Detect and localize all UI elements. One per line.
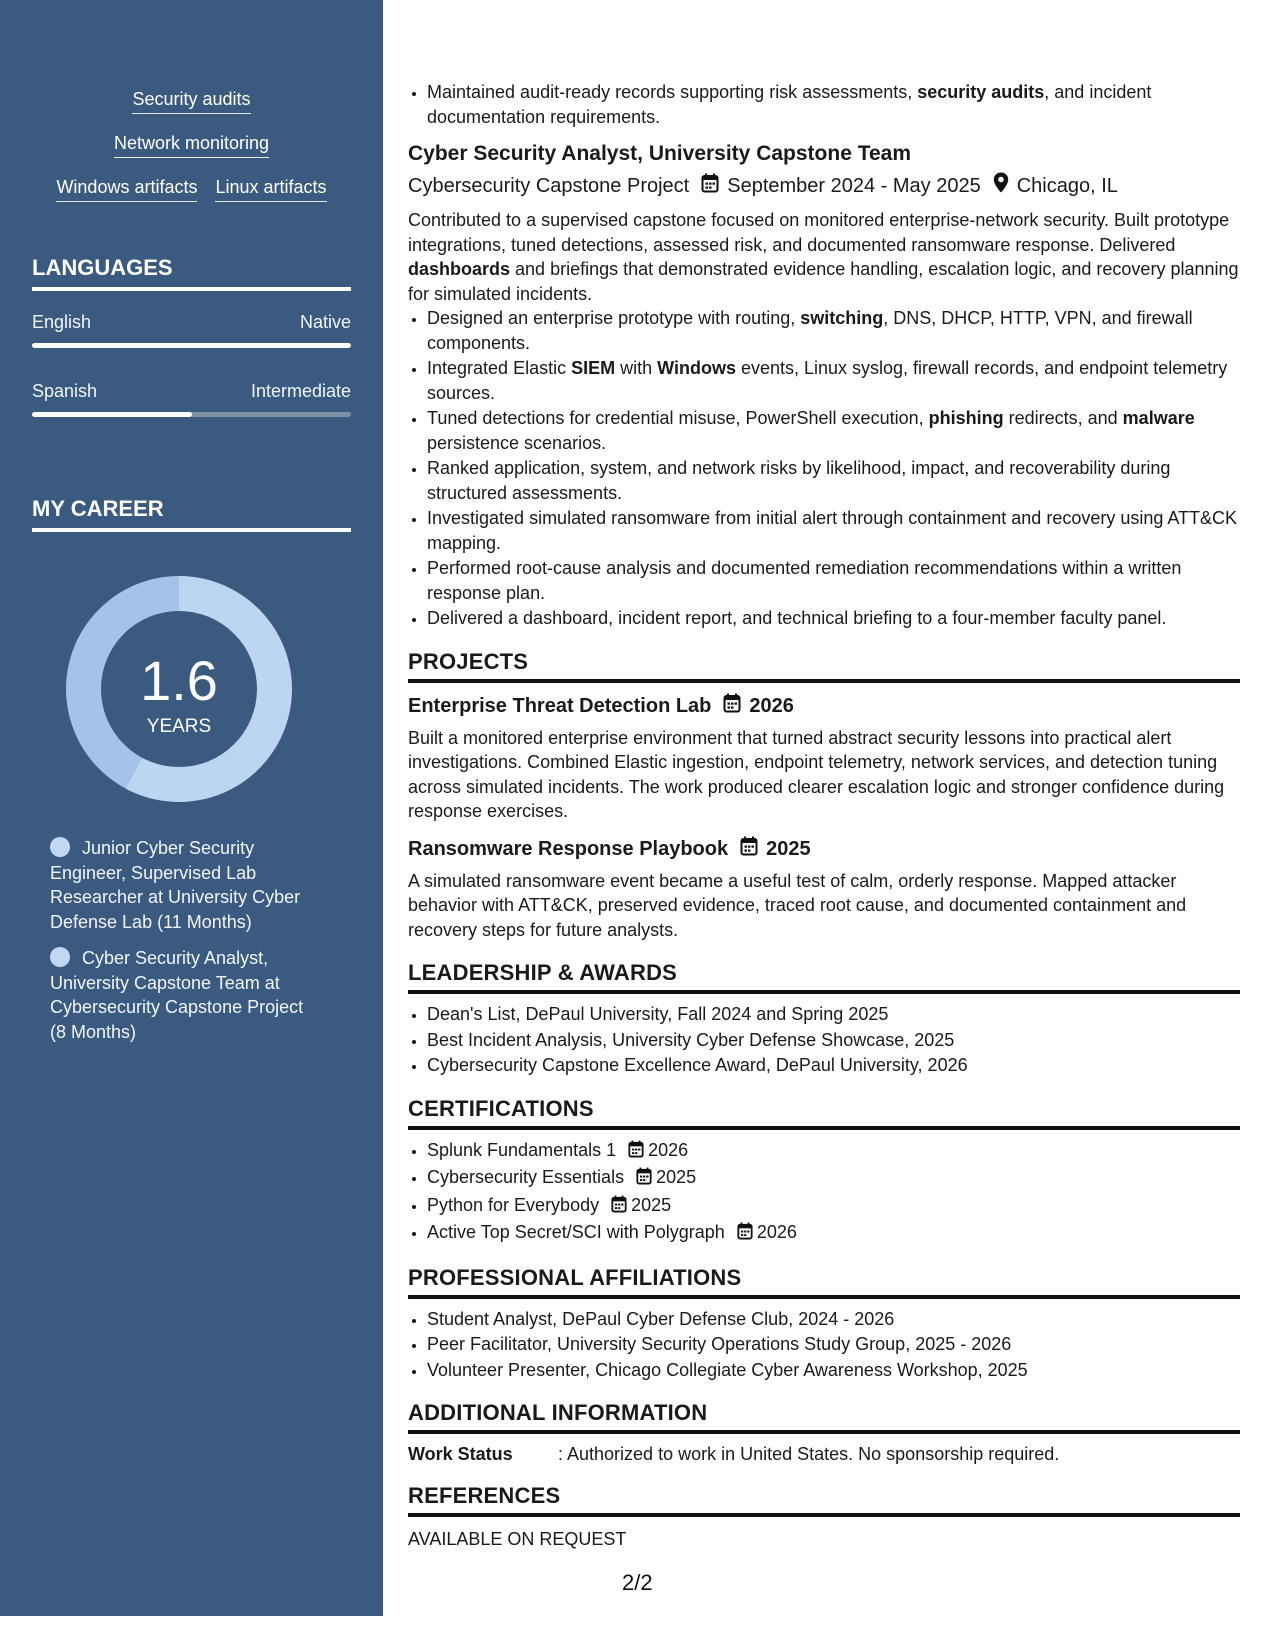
leadership-item: • Dean's List, DePaul University, Fall 2024 and Spring 2025 [427, 1002, 1240, 1027]
leadership-list [408, 1002, 1240, 1078]
leadership-item: • Best Incident Analysis, University Cyber Defense Showcase, 2025 [427, 1028, 1240, 1053]
leadership-heading: LEADERSHIP & AWARDS [408, 960, 1240, 994]
calendar-icon [636, 1167, 652, 1192]
references-text: AVAILABLE ON REQUEST [408, 1529, 627, 1549]
calendar-icon [737, 1222, 753, 1247]
career-total-unit: YEARS [146, 716, 212, 737]
certification-item [427, 1193, 1240, 1220]
career-list [50, 836, 320, 1056]
calendar-icon [611, 1195, 627, 1220]
language-english [32, 312, 351, 348]
bullet-item: • Integrated Elastic SIEM with Windows events, Linux syslog, firewall records, and endpoint telemetry sources. [427, 356, 1240, 405]
calendar-icon [740, 836, 758, 863]
project-year: 2025 [766, 838, 811, 860]
page-number: 2/2 [622, 1570, 653, 1595]
main-content [408, 80, 1240, 1552]
certification-year: 2026 [756, 1222, 797, 1242]
certifications-heading: CERTIFICATIONS [408, 1096, 1240, 1130]
certification-year: 2025 [631, 1194, 672, 1215]
job-location: Chicago, IL [1016, 175, 1118, 197]
project-title: Enterprise Threat Detection Lab 2026 [408, 693, 1240, 720]
skill-tag: Network monitoring [114, 132, 269, 158]
project-description: A simulated ransomware event became a useful test of calm, orderly response. Mapped attacker behavior with ATT&CK, preserved evidence, traced root cause, and documented containment and recovery steps for future analysts. [408, 870, 1187, 940]
certification-item [427, 1220, 1240, 1247]
career-item: Junior Cyber Security Engineer, Supervised Lab Researcher at University Cyber Defense Lab (11 Months) [50, 838, 301, 932]
job-organization: Cybersecurity Capstone Project [408, 175, 690, 197]
affiliations-heading: PROFESSIONAL AFFILIATIONS [408, 1265, 1240, 1299]
language-level: Intermediate [250, 381, 351, 401]
certification-item [427, 1138, 1240, 1165]
skill-tag: Linux artifacts [215, 176, 326, 202]
calendar-icon [723, 693, 741, 720]
career-bullet-dot [50, 947, 70, 967]
language-bar [32, 412, 351, 417]
career-heading: MY CAREER [32, 496, 351, 532]
work-status-value: : Authorized to work in United States. No sponsorship required. [558, 1444, 1060, 1464]
affiliations-list [408, 1307, 1240, 1383]
leadership-item: • Cybersecurity Capstone Excellence Award, DePaul University, 2026 [427, 1053, 1240, 1078]
skill-tag: Windows artifacts [56, 176, 197, 202]
languages-heading: LANGUAGES [32, 255, 351, 291]
affiliation-item: • Student Analyst, DePaul Cyber Defense Club, 2024 - 2026 [427, 1307, 1240, 1332]
bullet-item: • Ranked application, system, and network risks by likelihood, impact, and recoverability during structured assessments. [427, 456, 1240, 505]
references-heading: REFERENCES [408, 1483, 1240, 1517]
certification-name: Splunk Fundamentals 1 [427, 1139, 617, 1160]
bullet-item: • Tuned detections for credential misuse, PowerShell execution, phishing redirects, and malware persistence scenarios. [427, 406, 1240, 455]
bullet-item: • Delivered a dashboard, incident report, and technical briefing to a four-member faculty panel. [427, 606, 1240, 631]
skill-row [0, 176, 383, 202]
work-status-label: Work Status [408, 1444, 513, 1464]
affiliation-item: • Volunteer Presenter, Chicago Collegiate Cyber Awareness Workshop, 2025 [427, 1358, 1240, 1383]
certifications-list [408, 1138, 1240, 1247]
skill-tag: Security audits [132, 88, 250, 114]
language-spanish [32, 381, 351, 417]
job-dates: September 2024 - May 2025 [727, 175, 981, 197]
career-bullet-dot [50, 837, 70, 857]
skill-row [0, 88, 383, 114]
career-item: Cyber Security Analyst, University Capstone Team at Cybersecurity Capstone Project (8 Months) [50, 948, 304, 1042]
certification-item [427, 1165, 1240, 1192]
language-name: English [32, 312, 92, 332]
bullet-item: • Investigated simulated ransomware from initial alert through containment and recovery using ATT&CK mapping. [427, 506, 1240, 555]
project-title: Ransomware Response Playbook 2025 [408, 836, 1240, 863]
bullet-item: • Designed an enterprise prototype with routing, switching, DNS, DHCP, HTTP, VPN, and firewall components. [427, 306, 1240, 355]
skills-list [0, 88, 383, 220]
sidebar [0, 0, 383, 1616]
job-meta [408, 172, 1240, 200]
certification-name: Python for Everybody [427, 1194, 600, 1215]
career-total-value: 1.6 [140, 649, 218, 712]
projects-heading: PROJECTS [408, 649, 1240, 683]
career-donut-chart [66, 576, 292, 802]
language-bar-fill [32, 412, 192, 417]
affiliation-item: • Peer Facilitator, University Security Operations Study Group, 2025 - 2026 [427, 1332, 1240, 1357]
bullet-item: • Performed root-cause analysis and documented remediation recommendations within a written response plan. [427, 556, 1240, 605]
calendar-icon [628, 1140, 644, 1165]
calendar-icon [701, 173, 719, 200]
job-bullets [408, 306, 1240, 631]
project-year: 2026 [749, 695, 794, 717]
job-title: Cyber Security Analyst, University Capstone Team [408, 142, 912, 165]
project-description: Built a monitored enterprise environment that turned abstract security lessons into practical alert investigations. Combined Elastic ingestion, endpoint telemetry, network services, and detection tuning across simulated incidents. The work produced clearer escalation logic and stronger confidence during response exercises. [408, 727, 1225, 821]
language-level: Native [299, 312, 351, 332]
additional-info-heading: ADDITIONAL INFORMATION [408, 1400, 1240, 1434]
experience-bullets-continued [408, 80, 1240, 129]
certification-year: 2026 [648, 1139, 689, 1160]
language-name: Spanish [32, 381, 98, 401]
job-summary: Contributed to a supervised capstone focused on monitored enterprise-network security. Built prototype integrations, tuned detections, assessed risk, and documented ransomware response. Delivered dashboards and briefings that demonstrated evidence handling, escalation logic, and recovery planning for simulated incidents. [408, 210, 1239, 304]
certification-year: 2025 [656, 1167, 697, 1187]
skill-row [0, 132, 383, 158]
work-status-row [408, 1444, 1240, 1465]
certification-name: Cybersecurity Essentials [427, 1167, 625, 1187]
language-bar [32, 343, 351, 348]
language-bar-fill [32, 343, 351, 348]
location-pin-icon [993, 172, 1009, 200]
bullet-item: • Maintained audit-ready records supporting risk assessments, security audits, and incident documentation requirements. [427, 80, 1240, 129]
certification-name: Active Top Secret/SCI with Polygraph [427, 1222, 725, 1242]
